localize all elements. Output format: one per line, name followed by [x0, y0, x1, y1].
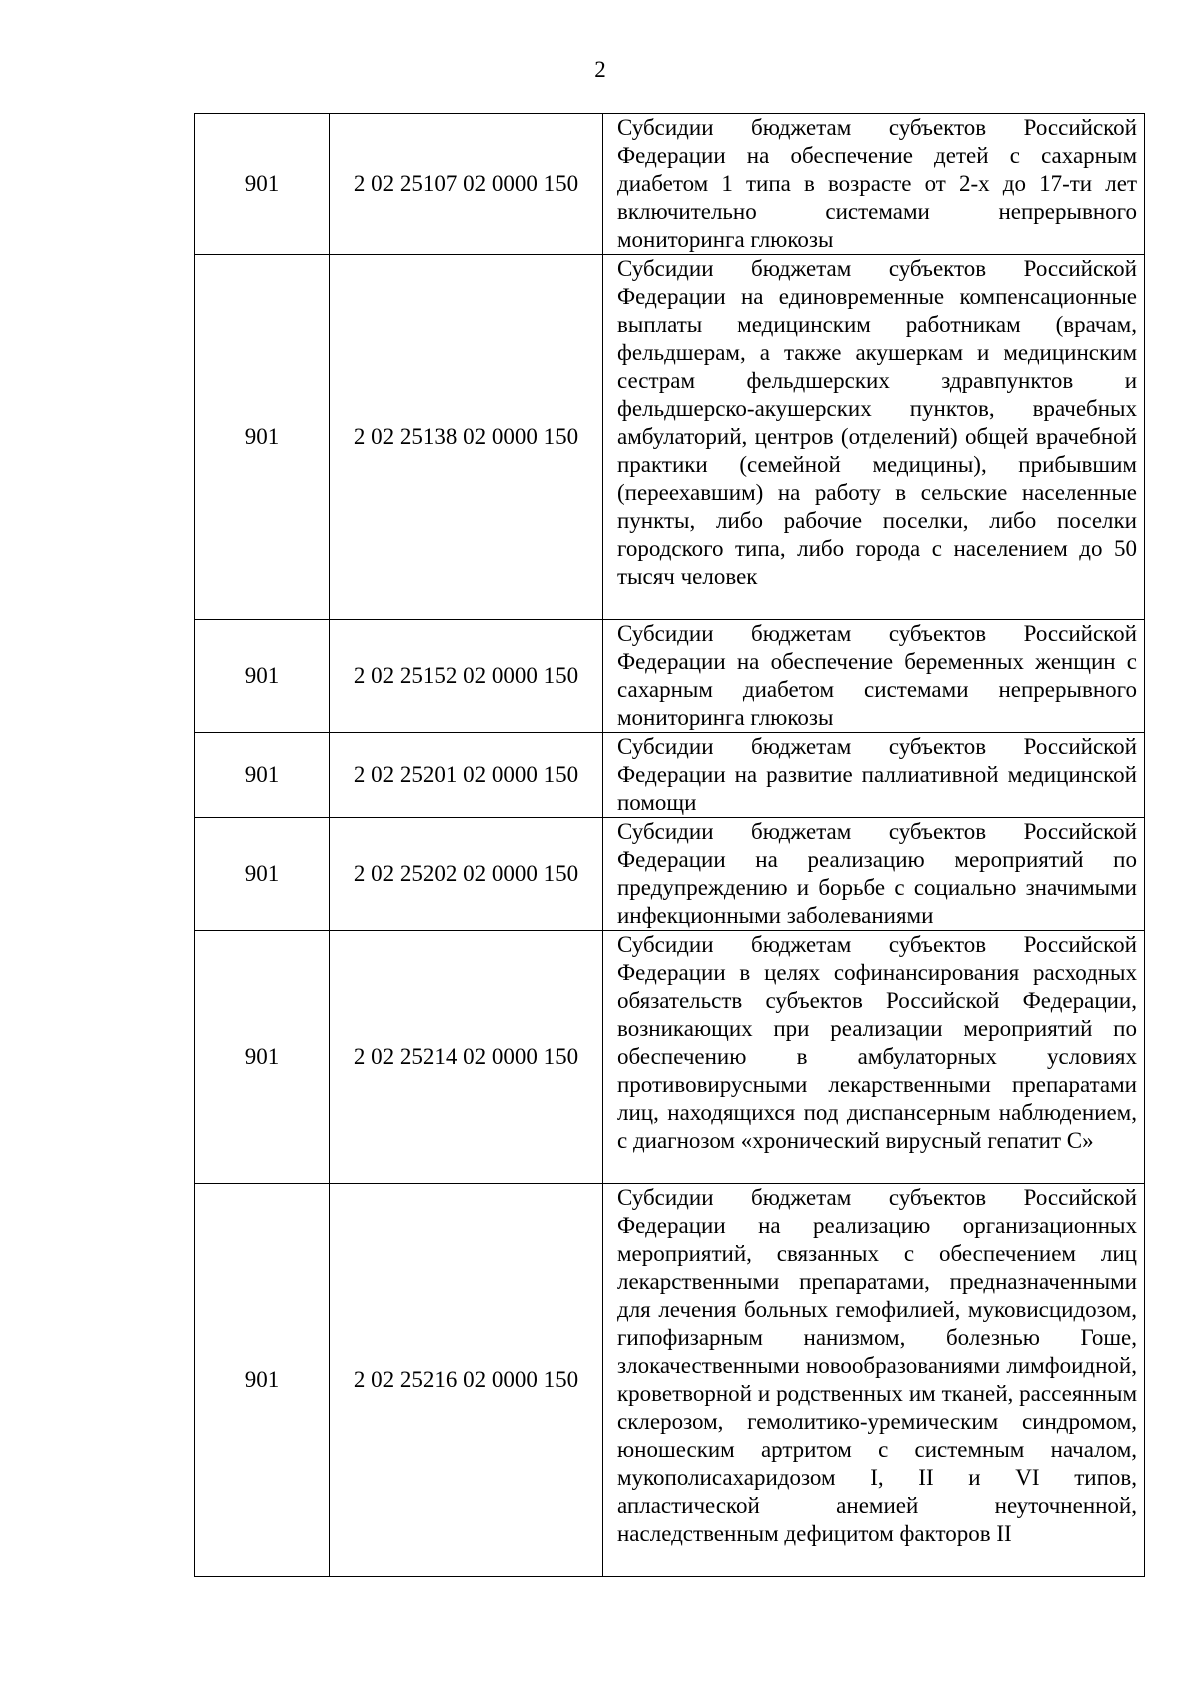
description-cell: Субсидии бюджетам субъектов Российской Федерации в целях софинансирования расходных обязательств субъектов Российской Федерации, возникающих при реализации мероприятий по обеспечению в амбулаторных условиях противовирусными лекарственными препаратами лиц, находящихся под диспансерным наблюдением, с диагнозом «хронический вирусный гепатит С»	[603, 931, 1145, 1184]
description-cell: Субсидии бюджетам субъектов Российской Федерации на развитие паллиативной медицинской помощи	[603, 733, 1145, 818]
admin-code-cell: 901	[195, 620, 330, 733]
table-row	[195, 255, 1145, 620]
table-row	[195, 620, 1145, 733]
table-row	[195, 931, 1145, 1184]
table-row	[195, 818, 1145, 931]
budget-code-cell: 2 02 25201 02 0000 150	[330, 733, 603, 818]
page-number: 2	[594, 57, 606, 82]
budget-code-cell: 2 02 25107 02 0000 150	[330, 114, 603, 255]
admin-code-cell: 901	[195, 931, 330, 1184]
description-cell: Субсидии бюджетам субъектов Российской Федерации на обеспечение беременных женщин с сахарным диабетом системами непрерывного мониторинга глюкозы	[603, 620, 1145, 733]
description-cell: Субсидии бюджетам субъектов Российской Федерации на обеспечение детей с сахарным диабетом 1 типа в возрасте от 2-х до 17-ти лет включительно системами непрерывного мониторинга глюкозы	[603, 114, 1145, 255]
table-row	[195, 1184, 1145, 1577]
budget-code-cell: 2 02 25216 02 0000 150	[330, 1184, 603, 1577]
admin-code-cell: 901	[195, 818, 330, 931]
budget-code-cell: 2 02 25202 02 0000 150	[330, 818, 603, 931]
table-row	[195, 733, 1145, 818]
description-cell: Субсидии бюджетам субъектов Российской Федерации на реализацию организационных мероприятий, связанных с обеспечением лиц лекарственными препаратами, предназначенными для лечения больных гемофилией, муковисцидозом, гипофизарным нанизмом, болезнью Гоше, злокачественными новообразованиями лимфоидной, кроветворной и родственных им тканей, рассеянным склерозом, гемолитико-уремическим синдромом, юношеским артритом с системным началом, мукополисахаридозом I, II и VI типов, апластической анемией неуточненной, наследственным дефицитом факторов II	[603, 1184, 1145, 1577]
description-cell: Субсидии бюджетам субъектов Российской Федерации на реализацию мероприятий по предупреждению и борьбе с социально значимыми инфекционными заболеваниями	[603, 818, 1145, 931]
budget-code-cell: 2 02 25138 02 0000 150	[330, 255, 603, 620]
budget-code-cell: 2 02 25214 02 0000 150	[330, 931, 603, 1184]
admin-code-cell: 901	[195, 255, 330, 620]
table-row	[195, 114, 1145, 255]
budget-code-cell: 2 02 25152 02 0000 150	[330, 620, 603, 733]
admin-code-cell: 901	[195, 114, 330, 255]
admin-code-cell: 901	[195, 1184, 330, 1577]
budget-codes-table	[194, 113, 1145, 1577]
description-cell: Субсидии бюджетам субъектов Российской Федерации на единовременные компенсационные выплаты медицинским работникам (врачам, фельдшерам, а также акушеркам и медицинским сестрам фельдшерских здравпунктов и фельдшерско-акушерских пунктов, врачебных амбулаторий, центров (отделений) общей врачебной практики (семейной медицины), прибывшим (переехавшим) на работу в сельские населенные пункты, либо рабочие поселки, либо поселки городского типа, либо города с населением до 50 тысяч человек	[603, 255, 1145, 620]
admin-code-cell: 901	[195, 733, 330, 818]
